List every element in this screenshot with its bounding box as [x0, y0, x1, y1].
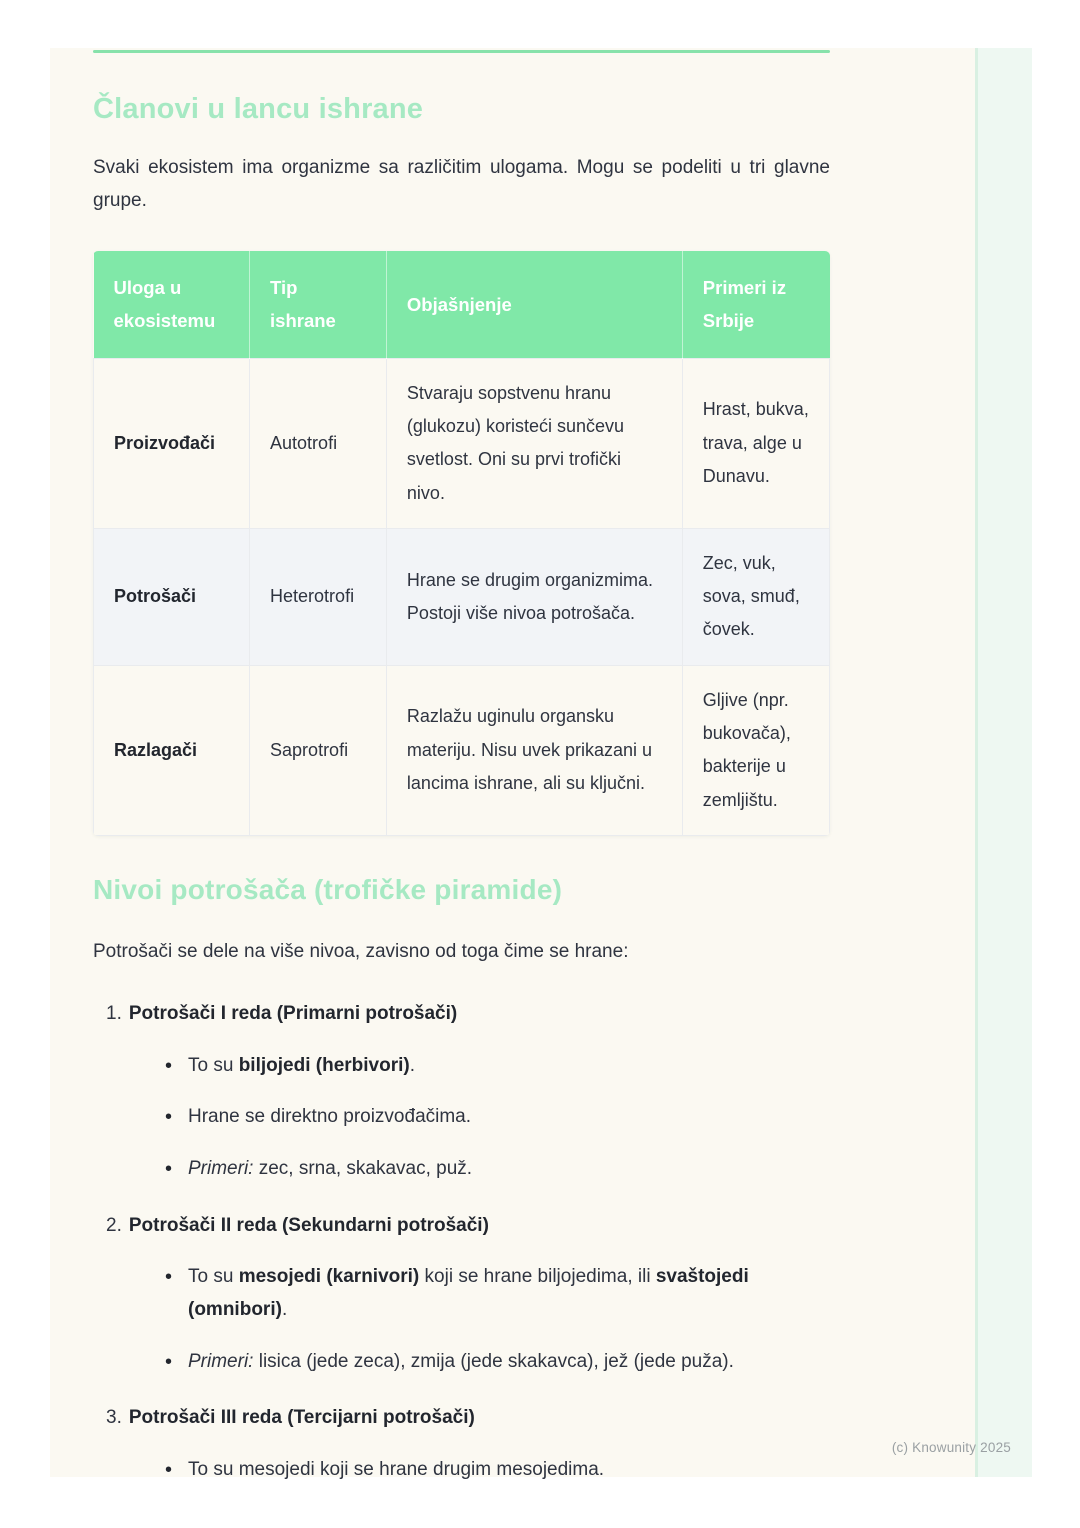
table-row [94, 358, 830, 528]
header-cell-examples: Primeri iz Srbije [682, 251, 829, 358]
header-cell-role: Uloga u ekosistemu [94, 251, 250, 358]
levels-intro-paragraph: Potrošači se dele na više nivoa, zavisno od toga čime se hrane: [93, 940, 629, 962]
bullet-item [188, 1050, 830, 1083]
cell-examples: Hrast, bukva, trava, alge u Dunavu. [682, 358, 829, 528]
cell-type: Heterotrofi [250, 528, 387, 665]
cell-type: Saprotrofi [250, 665, 387, 835]
section-title-members: Članovi u lancu ishrane [93, 93, 424, 125]
text-segment: Primeri: [188, 1350, 254, 1372]
list-item-number: 3. [106, 1407, 122, 1429]
bullet-list [106, 1050, 830, 1186]
copyright-footer: (c) Knowunity 2025 [891, 1440, 1011, 1455]
cell-examples: Zec, vuk, sova, smuđ, čovek. [682, 528, 829, 665]
header-cell-explanation: Objašnjenje [386, 251, 682, 358]
text-segment: . [409, 1054, 415, 1076]
list-item-number: 1. [106, 1003, 122, 1024]
text-segment: To su [188, 1266, 239, 1288]
list-item [106, 1213, 830, 1379]
list-item-title [106, 1405, 830, 1431]
bullet-item [188, 1101, 830, 1134]
text-segment: lisica (jede zeca), zmija (jede skakavca), jež (jede puža). [253, 1350, 734, 1372]
cell-explanation: Stvaraju sopstvenu hranu (glukozu) koristeći sunčevu svetlost. Oni su prvi trofički nivo. [386, 358, 682, 528]
list-item-number: 2. [106, 1214, 122, 1236]
cell-role: Razlagači [94, 665, 250, 835]
members-intro-paragraph: Svaki ekosistem ima organizme sa različitim ulogama. Mogu se podeliti u tri glavne grupe. [93, 157, 830, 212]
list-item-title-text: Potrošači II reda (Sekundarni potrošači) [128, 1214, 489, 1236]
list-item [106, 1001, 830, 1186]
text-segment: koji se hrane biljojedima, ili [419, 1266, 656, 1288]
text-segment: To su [188, 1054, 239, 1076]
bullet-list [106, 1454, 830, 1487]
bullet-item [188, 1261, 830, 1326]
text-segment: zec, srna, skakavac, puž. [253, 1157, 473, 1179]
bullet-item [188, 1454, 830, 1487]
roles-table-wrapper [93, 251, 830, 836]
header-cell-type: Tip ishrane [250, 251, 387, 358]
cell-role: Potrošači [94, 528, 250, 665]
list-item-title-text: Potrošači III reda (Tercijarni potrošači) [128, 1407, 475, 1429]
table-row [94, 665, 830, 835]
cell-explanation: Hrane se drugim organizmima. Postoji više nivoa potrošača. [386, 528, 682, 665]
bullet-item [188, 1346, 830, 1379]
section-title-levels: Nivoi potrošača (trofičke piramide) [93, 873, 563, 905]
list-item-title [106, 1001, 830, 1027]
consumer-levels-list [93, 1001, 830, 1487]
table-row [94, 528, 830, 665]
page-content [50, 48, 830, 1487]
cell-type: Autotrofi [250, 358, 387, 528]
text-segment: svaštojedi (omnibori) [188, 1266, 749, 1320]
roles-table [93, 251, 830, 836]
decorative-side-strip [975, 48, 1032, 1477]
text-segment: . [281, 1298, 288, 1320]
text-segment: To su mesojedi koji se hrane drugim mesojedima. [188, 1458, 605, 1480]
document-page [50, 48, 1032, 1480]
cell-examples: Gljive (npr. bukovača), bakterije u zemljištu. [682, 665, 829, 835]
text-segment: Hrane se direktno proizvođačima. [188, 1106, 472, 1128]
bullet-item [188, 1153, 830, 1186]
text-segment: biljojedi (herbivori) [238, 1054, 410, 1076]
text-segment: mesojedi (karnivori) [238, 1266, 420, 1288]
cell-explanation: Razlažu uginulu organsku materiju. Nisu uvek prikazani u lancima ishrane, ali su ključni. [386, 665, 682, 835]
list-item-title-text: Potrošači I reda (Primarni potrošači) [128, 1003, 458, 1024]
list-item-title [106, 1213, 830, 1239]
section-divider [93, 50, 830, 53]
bullet-list [106, 1261, 830, 1378]
list-item [106, 1405, 830, 1486]
table-header-row [94, 251, 830, 358]
cell-role: Proizvođači [94, 358, 250, 528]
text-segment: Primeri: [188, 1157, 254, 1179]
